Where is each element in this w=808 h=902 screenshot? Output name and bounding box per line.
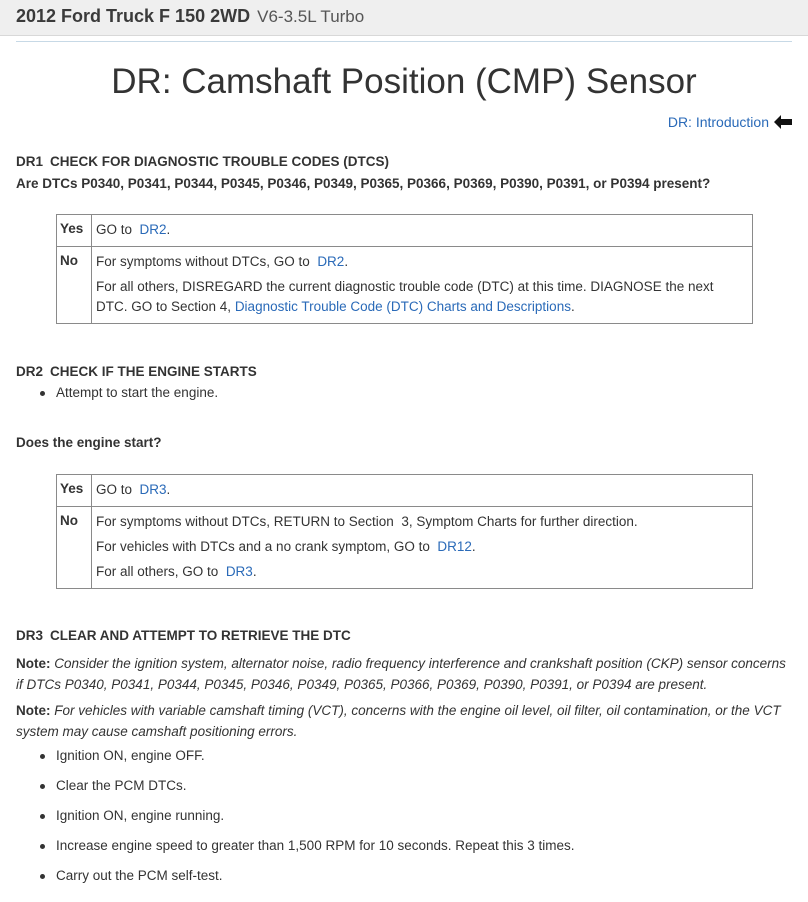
dr2-table	[56, 474, 753, 589]
dr1-yes-cell: GO to DR2.	[92, 215, 753, 247]
intro-link[interactable]: DR: Introduction	[667, 114, 769, 130]
dr3-note-2	[16, 700, 792, 742]
page-title: DR: Camshaft Position (CMP) Sensor	[111, 62, 697, 101]
dr1-question: Are DTCs P0340, P0341, P0344, P0345, P0346, P0349, P0365, P0366, P0369, P0390, P0391, or P0394 present?	[16, 176, 711, 191]
dr2-yes-text: GO to	[96, 482, 133, 497]
dr1-yes-label: Yes	[57, 215, 92, 247]
dr1-code: DR1	[16, 154, 44, 169]
dr1-no-cell: For symptoms without DTCs, GO to DR2. For all others, DISREGARD the current diagnostic trouble code (DTC) at this time. DIAGNOSE the next DTC. GO to Section 4, Diagnostic Trouble Code (DTC) Charts and Descriptions.	[92, 247, 753, 324]
dr1-no-text2b: DTC. GO to Section 4,	[96, 299, 232, 314]
dr3-note-1	[16, 653, 792, 695]
vehicle-name: 2012 Ford Truck F 150 2WD	[16, 6, 251, 26]
dr3-bullet-list	[38, 746, 575, 896]
note-text: For vehicles with variable camshaft timing (VCT), concerns with the engine oil level, oil filter, oil contamination, or the VCT system may cause camshaft positioning errors.	[16, 703, 781, 739]
dr2-no-text1: For symptoms without DTCs, RETURN to Section 3, Symptom Charts for further direction.	[96, 514, 638, 529]
header-bar	[0, 0, 808, 36]
dr1-yes-link[interactable]: DR2	[139, 222, 167, 237]
vehicle-engine: V6-3.5L Turbo	[257, 7, 365, 26]
list-item: Ignition ON, engine OFF.	[38, 746, 575, 776]
dr1-no-link1[interactable]: DR2	[317, 254, 345, 269]
dr2-no-link2[interactable]: DR12	[437, 539, 472, 554]
note-label: Note:	[16, 656, 51, 671]
dr1-heading	[16, 154, 389, 169]
header-divider	[16, 41, 792, 42]
dr1-table	[56, 214, 753, 324]
dr2-no-label: No	[57, 507, 92, 589]
dr2-code: DR2	[16, 364, 44, 379]
list-item: Ignition ON, engine running.	[38, 806, 575, 836]
dr2-bullet-list	[38, 383, 218, 413]
dr2-no-text3: For all others, GO to	[96, 564, 219, 579]
dr1-yes-row	[57, 215, 753, 247]
dr2-yes-link[interactable]: DR3	[139, 482, 167, 497]
dr2-yes-label: Yes	[57, 475, 92, 507]
dr3-heading	[16, 628, 351, 643]
dr2-no-cell: For symptoms without DTCs, RETURN to Section 3, Symptom Charts for further direction. For vehicles with DTCs and a no crank symptom, GO to DR12. For all others, GO to DR3.	[92, 507, 753, 589]
list-item: Carry out the PCM self-test.	[38, 866, 575, 896]
dr1-title: CHECK FOR DIAGNOSTIC TROUBLE CODES (DTCS)	[50, 154, 390, 169]
dr1-no-text2a: For all others, DISREGARD the current diagnostic trouble code (DTC) at this time. DIAGNOSE the next	[96, 279, 714, 294]
dr2-yes-row	[57, 475, 753, 507]
dr2-question: Does the engine start?	[16, 435, 162, 450]
dr1-no-text1: For symptoms without DTCs, GO to	[96, 254, 310, 269]
dr1-no-label: No	[57, 247, 92, 324]
dr2-title: CHECK IF THE ENGINE STARTS	[50, 364, 257, 379]
dr3-title: CLEAR AND ATTEMPT TO RETRIEVE THE DTC	[50, 628, 351, 643]
dr1-no-link2[interactable]: Diagnostic Trouble Code (DTC) Charts and Descriptions	[234, 299, 571, 314]
back-arrow-icon[interactable]	[774, 115, 792, 129]
list-item: Clear the PCM DTCs.	[38, 776, 575, 806]
dr2-no-row	[57, 507, 753, 589]
list-item: Attempt to start the engine.	[38, 383, 218, 413]
dr1-no-row	[57, 247, 753, 324]
dr2-no-text2: For vehicles with DTCs and a no crank symptom, GO to	[96, 539, 430, 554]
list-item: Increase engine speed to greater than 1,500 RPM for 10 seconds. Repeat this 3 times.	[38, 836, 575, 866]
note-label: Note:	[16, 703, 51, 718]
dr2-heading	[16, 364, 257, 379]
dr2-no-link3[interactable]: DR3	[225, 564, 253, 579]
dr3-code: DR3	[16, 628, 44, 643]
vehicle-title	[16, 6, 364, 27]
note-text: Consider the ignition system, alternator noise, radio frequency interference and crankshaft position (CKP) sensor concerns if DTCs P0340, P0341, P0344, P0345, P0346, P0349, P0365, P0366, P0369, P0390, P0391, or P0394 are present.	[16, 656, 786, 692]
dr2-yes-cell: GO to DR3.	[92, 475, 753, 507]
dr1-yes-text: GO to	[96, 222, 133, 237]
